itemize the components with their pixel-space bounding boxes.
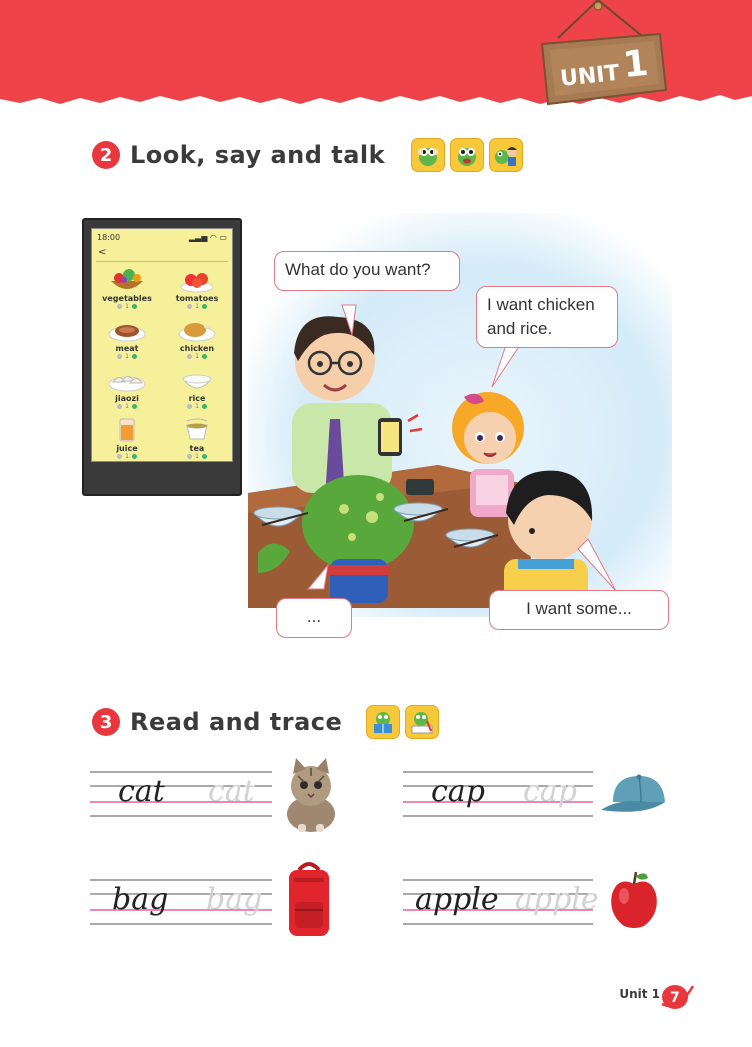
menu-item-chicken[interactable]: chicken 1 bbox=[162, 317, 232, 367]
tomatoes-icon bbox=[177, 267, 217, 293]
backpack-picture bbox=[284, 860, 334, 938]
boy-speech-bubble bbox=[489, 590, 669, 630]
menu-item-label: juice bbox=[116, 444, 138, 453]
rice-icon bbox=[177, 367, 217, 393]
word-apple: apple bbox=[415, 882, 499, 917]
waiter-speech-bubble bbox=[274, 251, 460, 291]
menu-item-tomatoes[interactable]: tomatoes 1 bbox=[162, 267, 232, 317]
add-icon[interactable] bbox=[202, 454, 207, 459]
menu-item-jiaozi[interactable]: jiaozi 1 bbox=[92, 367, 162, 417]
trace-row-bag bbox=[90, 878, 272, 928]
trace-row-cap bbox=[403, 770, 593, 820]
unit-sign bbox=[538, 0, 668, 108]
juice-icon bbox=[107, 417, 147, 443]
menu-item-label: rice bbox=[188, 394, 206, 403]
signal-wifi-battery-icon: ▂▃▅ ◠ ▭ bbox=[188, 233, 227, 242]
trace-cat[interactable]: cat bbox=[208, 774, 255, 809]
read-icon bbox=[366, 705, 400, 739]
trace-row-apple bbox=[403, 878, 599, 928]
chicken-icon bbox=[177, 317, 217, 343]
menu-item-label: chicken bbox=[179, 344, 215, 353]
back-icon[interactable]: < bbox=[98, 247, 107, 258]
phone-divider bbox=[96, 261, 228, 262]
menu-item-tea[interactable]: tea 1 bbox=[162, 417, 232, 467]
menu-item-label: tea bbox=[189, 444, 205, 453]
girl-speech-bubble bbox=[476, 286, 618, 348]
menu-item-rice[interactable]: rice 1 bbox=[162, 367, 232, 417]
frog-speech-bubble bbox=[276, 598, 352, 638]
menu-item-juice[interactable]: juice 1 bbox=[92, 417, 162, 467]
page-number: 7 bbox=[670, 990, 680, 1006]
menu-item-label: meat bbox=[115, 344, 139, 353]
say-icon bbox=[450, 138, 484, 172]
phone-screen bbox=[91, 228, 233, 462]
section-3-heading bbox=[92, 705, 439, 739]
add-icon[interactable] bbox=[202, 304, 207, 309]
add-icon[interactable] bbox=[132, 454, 137, 459]
frog-line: ... bbox=[306, 607, 322, 626]
phone-menu bbox=[82, 218, 242, 496]
kitten-picture bbox=[278, 756, 344, 834]
unit-number: 1 bbox=[621, 42, 651, 87]
trace-cap[interactable]: cap bbox=[523, 774, 577, 809]
word-cat: cat bbox=[118, 774, 165, 809]
section-3-title: Read and trace bbox=[130, 708, 343, 736]
look-icon bbox=[411, 138, 445, 172]
jiaozi-icon bbox=[107, 367, 147, 393]
section-2-title: Look, say and talk bbox=[130, 141, 386, 169]
page-number-badge bbox=[660, 982, 694, 1010]
girl-line-1: I want chicken bbox=[487, 295, 595, 314]
boy-line: I want some... bbox=[526, 599, 632, 618]
menu-item-label: vegetables bbox=[102, 294, 152, 303]
talk-icon bbox=[489, 138, 523, 172]
menu-item-label: jiaozi bbox=[115, 394, 139, 403]
add-icon[interactable] bbox=[202, 354, 207, 359]
trace-row-cat bbox=[90, 770, 272, 820]
apple-picture bbox=[608, 870, 660, 930]
section-2-heading bbox=[92, 138, 523, 172]
section-3-number: 3 bbox=[92, 708, 120, 736]
girl-line-2: and rice. bbox=[487, 319, 553, 338]
waiter-line: What do you want? bbox=[285, 260, 431, 279]
phone-time: 18:00 bbox=[97, 233, 121, 242]
section-2-number: 2 bbox=[92, 141, 120, 169]
meat-icon bbox=[107, 317, 147, 343]
add-icon[interactable] bbox=[202, 404, 207, 409]
word-bag: bag bbox=[112, 882, 169, 917]
tea-icon bbox=[177, 417, 217, 443]
add-icon[interactable] bbox=[132, 354, 137, 359]
cap-picture bbox=[599, 772, 671, 820]
vegetables-icon bbox=[107, 267, 147, 293]
menu-item-vegetables[interactable]: vegetables 1 bbox=[92, 267, 162, 317]
add-icon[interactable] bbox=[132, 404, 137, 409]
write-icon bbox=[405, 705, 439, 739]
trace-apple[interactable]: apple bbox=[515, 882, 599, 917]
menu-item-label: tomatoes bbox=[175, 294, 219, 303]
word-cap: cap bbox=[431, 774, 485, 809]
phone-status-bar bbox=[97, 233, 227, 245]
footer-unit-label: Unit 1 bbox=[619, 987, 660, 1001]
menu-item-meat[interactable]: meat 1 bbox=[92, 317, 162, 367]
trace-bag[interactable]: bag bbox=[206, 882, 263, 917]
add-icon[interactable] bbox=[132, 304, 137, 309]
unit-word: UNIT bbox=[558, 60, 621, 92]
